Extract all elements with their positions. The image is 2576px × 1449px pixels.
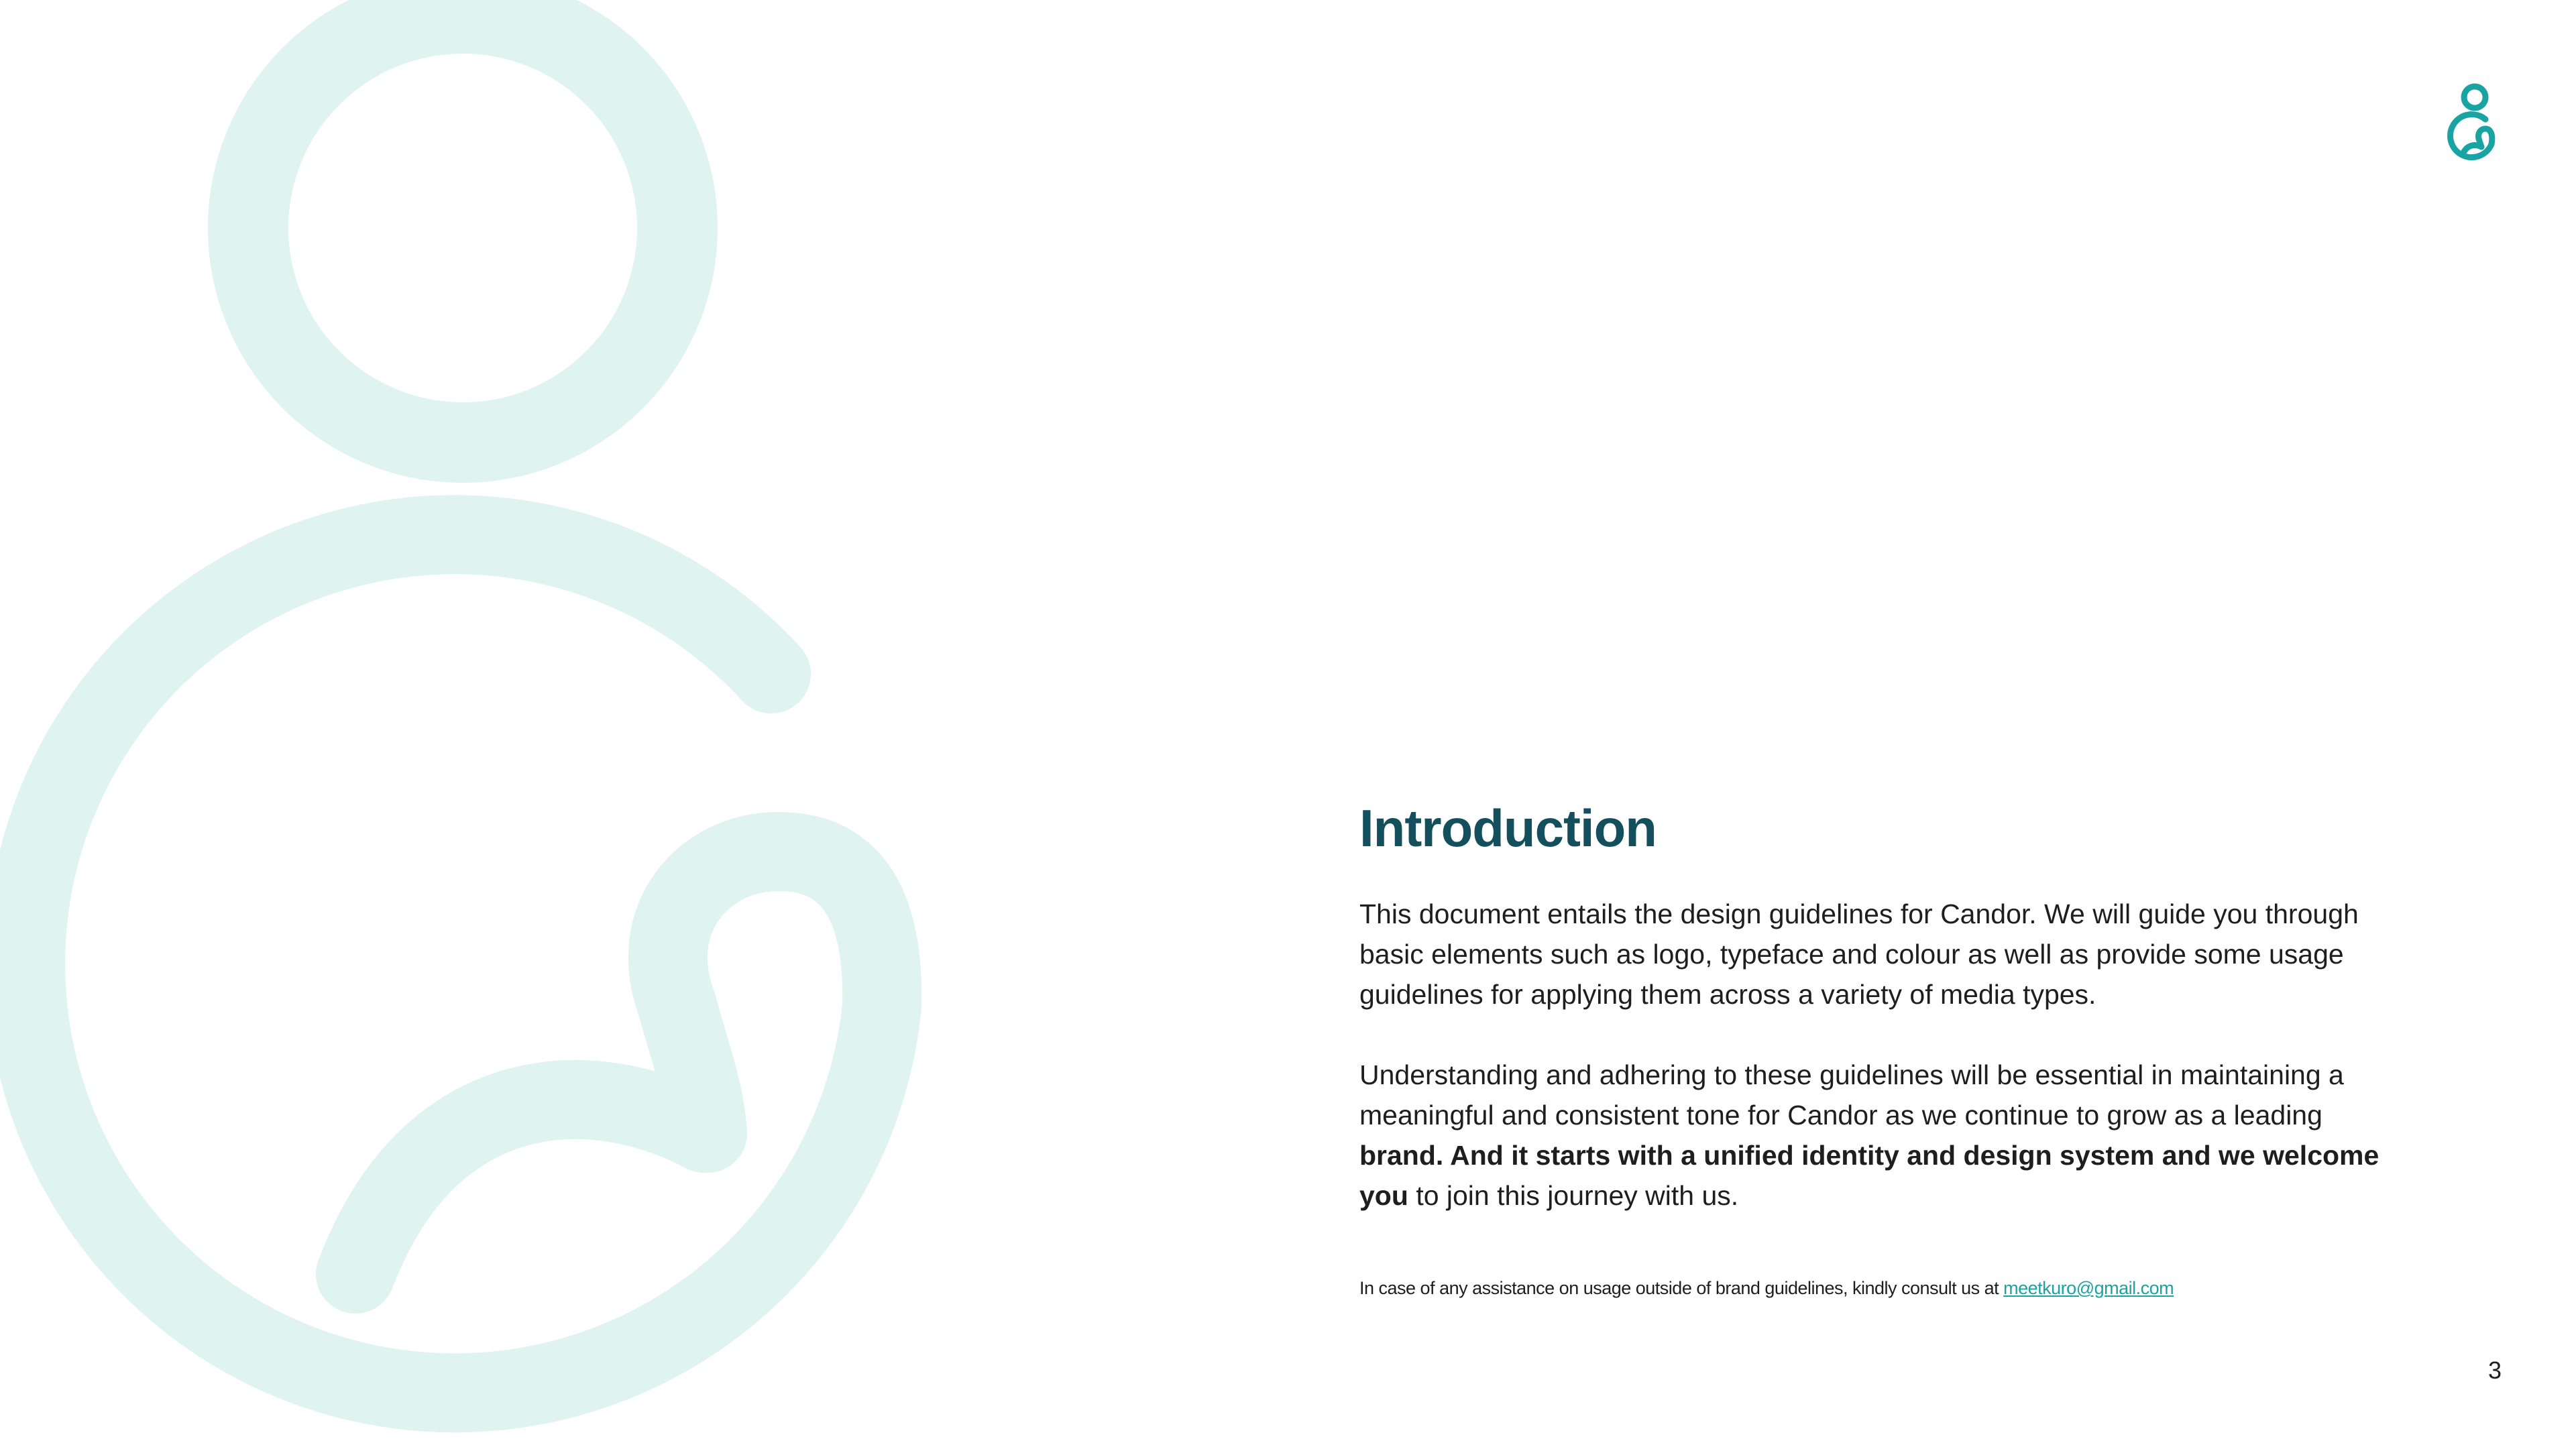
contact-email-link[interactable]: meetkuro@gmail.com — [2003, 1278, 2174, 1298]
page-title: Introduction — [1359, 799, 1657, 858]
page-number: 3 — [2487, 1356, 2502, 1384]
intro-paragraph-2 — [1359, 1055, 2406, 1216]
intro-paragraph-1: This document entails the design guidelines for Candor. We will guide you through basic elements such as logo, typeface and colour as well as provide some usage guidelines for applying them across a variety of media types. — [1359, 899, 2359, 1010]
candor-figure-icon — [0, 0, 1006, 1449]
introduction-section — [1359, 795, 2406, 1301]
assistance-text: In case of any assistance on usage outside of brand guidelines, kindly consult us at — [1359, 1278, 1999, 1298]
intro-paragraph-2-start: Understanding and adhering to these guidelines will be essential in maintaining a meaningful and consistent tone for Candor as we continue to grow as a leading — [1359, 1059, 2344, 1131]
intro-paragraph-2-bold: brand. And it starts with a unified identity and design system and we welcome you — [1359, 1140, 2379, 1211]
assistance-note — [1359, 1275, 2406, 1301]
intro-paragraph-2-end: to join this journey with us. — [1416, 1180, 1739, 1211]
candor-logo-icon — [2441, 80, 2508, 168]
